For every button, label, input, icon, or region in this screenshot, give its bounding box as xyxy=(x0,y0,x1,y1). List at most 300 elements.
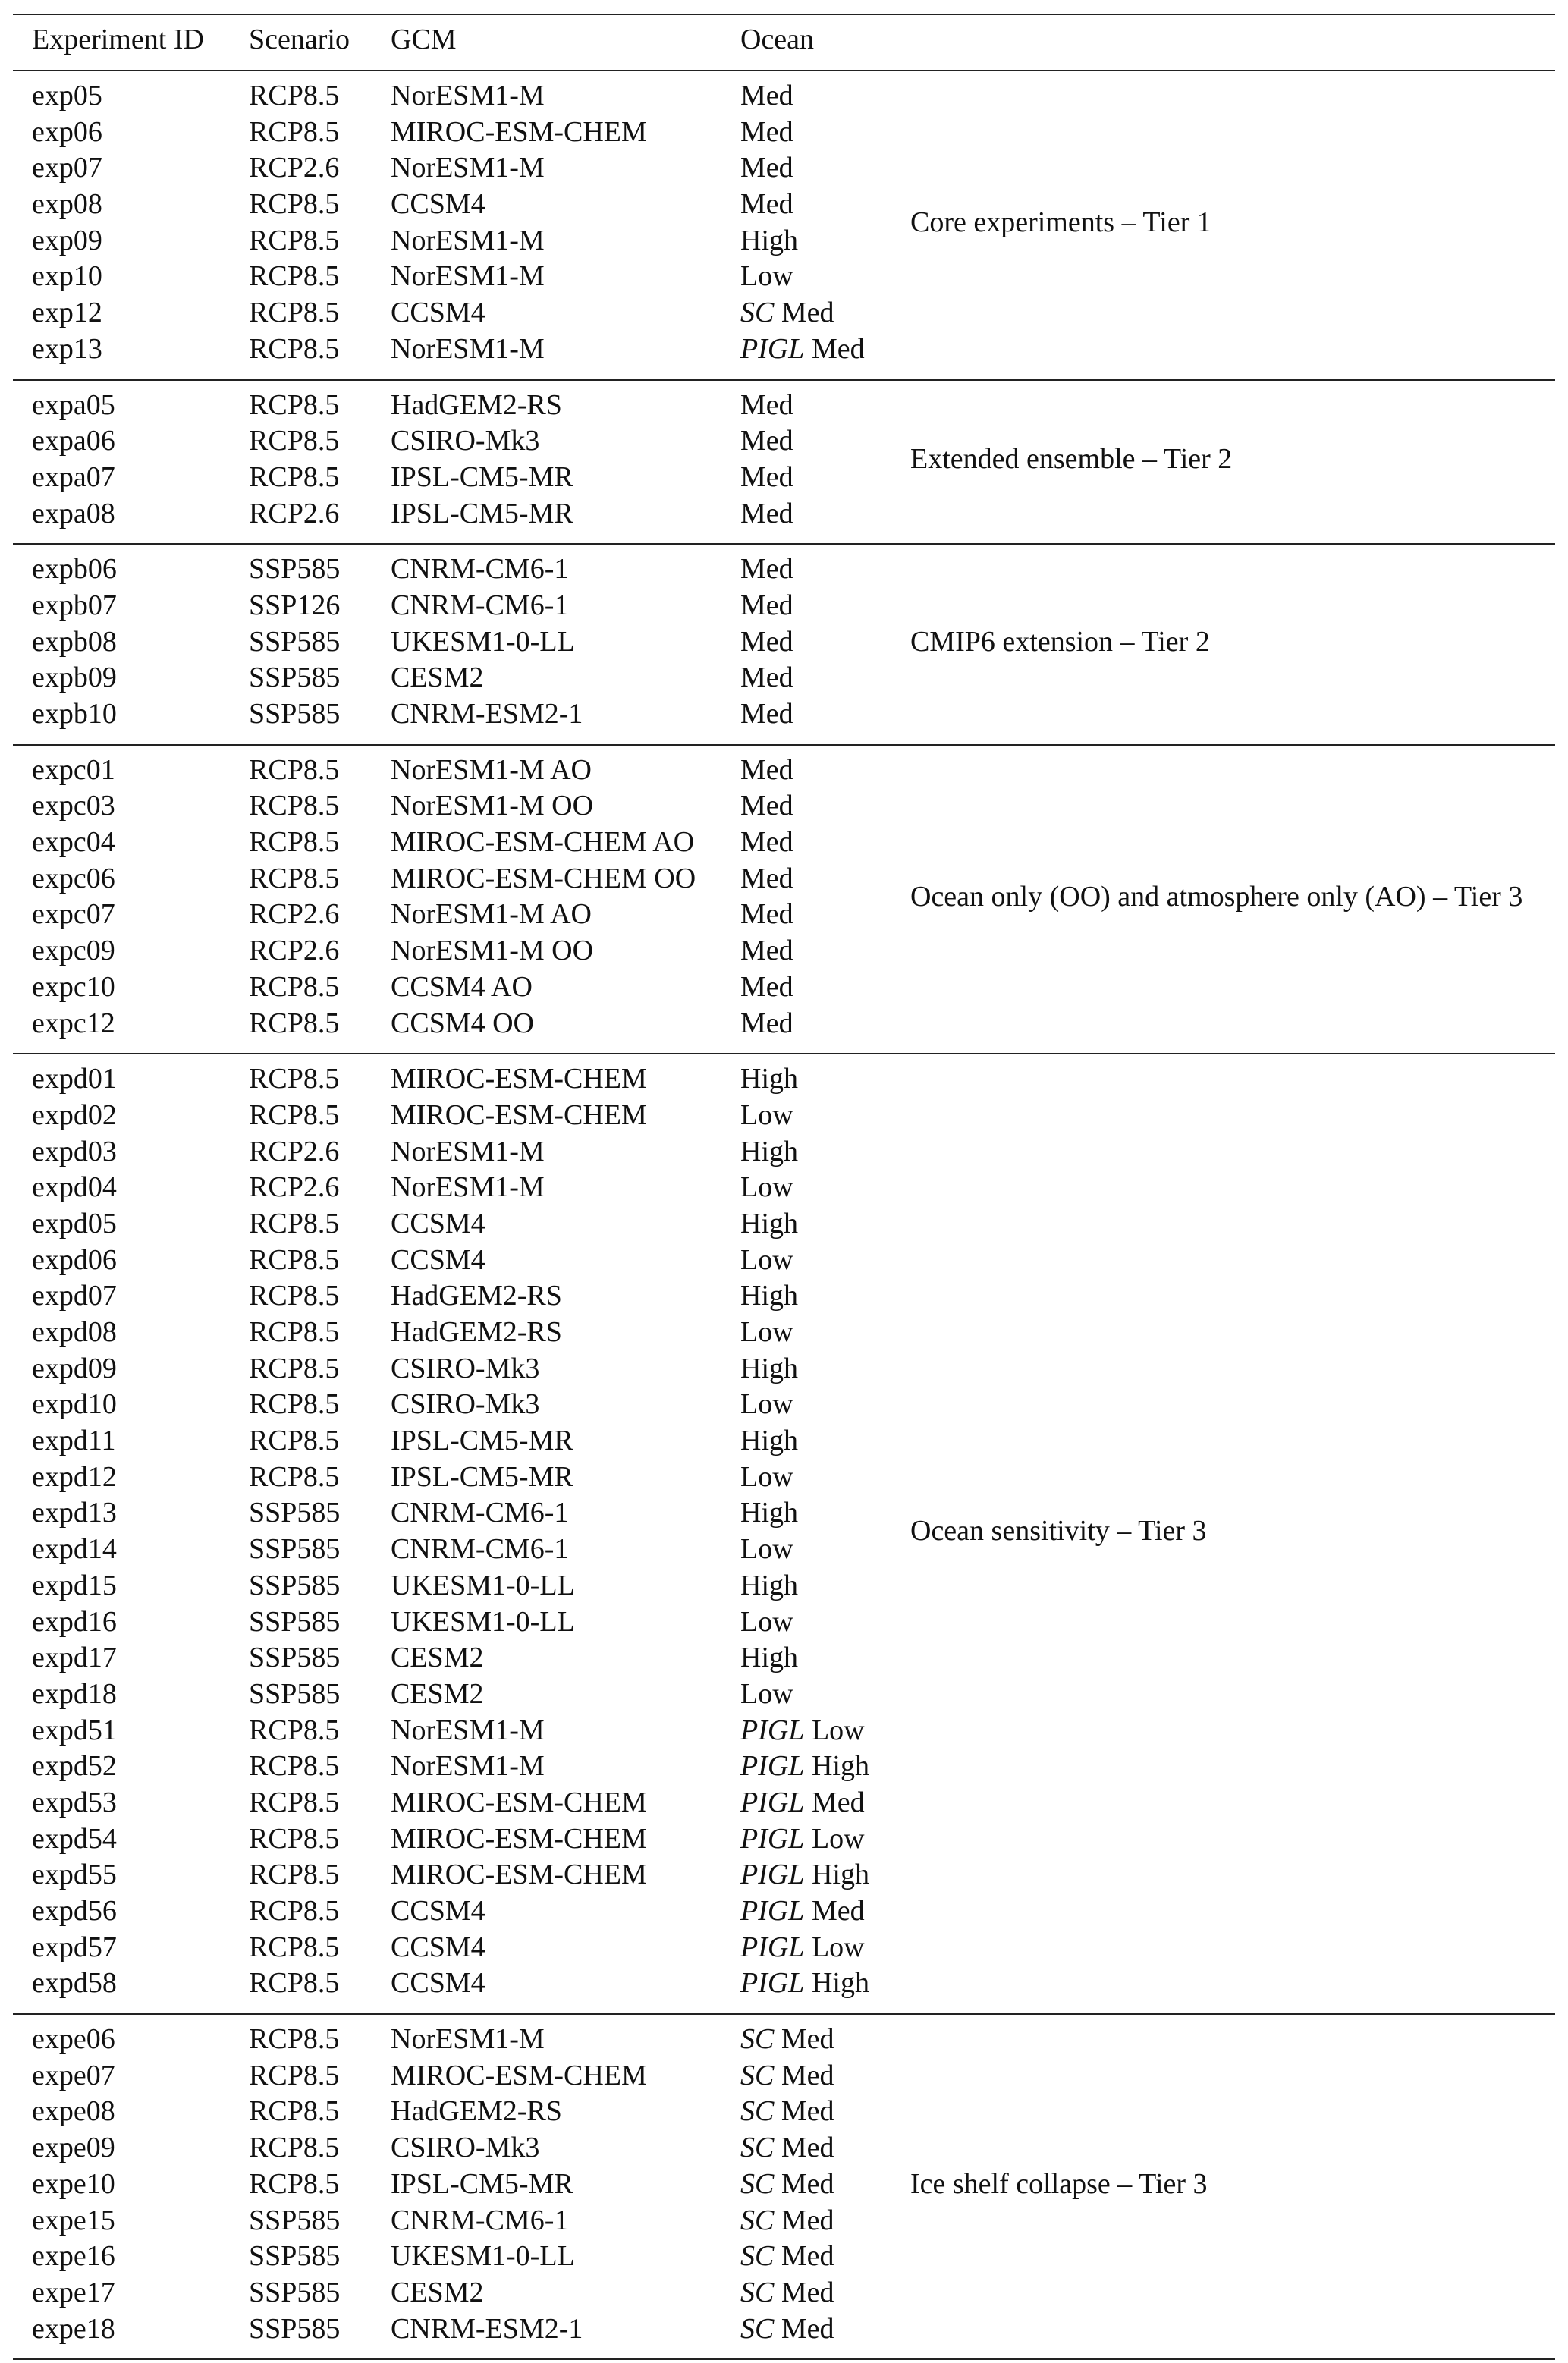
cell-ocean xyxy=(740,624,793,661)
cell-experiment-id: expa06 xyxy=(32,425,115,457)
cell-experiment-id: expd52 xyxy=(32,1750,117,1783)
section-note-text: Ice shelf collapse – Tier 3 xyxy=(910,2167,1208,2200)
ocean-value: Med xyxy=(740,862,793,894)
table-row xyxy=(13,223,1555,259)
cell-ocean xyxy=(740,969,793,1006)
ocean-value: Med xyxy=(811,1895,865,1927)
table-row xyxy=(13,1206,1555,1243)
cell-ocean xyxy=(740,1134,798,1171)
ocean-value: High xyxy=(740,1569,798,1601)
table-row xyxy=(13,588,1555,624)
cell-gcm: IPSL-CM5-MR xyxy=(391,497,573,529)
ocean-value: Med xyxy=(811,332,865,365)
cell-experiment-id: expe16 xyxy=(32,2240,115,2273)
ocean-value: High xyxy=(740,1425,798,1457)
ocean-forcing-prefix: PIGL xyxy=(740,1750,805,1783)
cell-scenario: RCP8.5 xyxy=(249,1388,340,1421)
ocean-value: Med xyxy=(781,2204,834,2236)
ocean-value: Med xyxy=(740,152,793,184)
ocean-value: High xyxy=(740,1063,798,1095)
cell-scenario: RCP2.6 xyxy=(249,497,340,529)
cell-experiment-id: expd18 xyxy=(32,1677,117,1710)
cell-experiment-id: exp10 xyxy=(32,260,102,293)
cell-gcm: HadGEM2-RS xyxy=(391,1316,562,1348)
cell-scenario: RCP8.5 xyxy=(249,753,340,786)
cell-scenario: SSP585 xyxy=(249,2240,341,2273)
ocean-value: Med xyxy=(740,388,793,421)
table-row xyxy=(13,1532,1555,1568)
table-row xyxy=(13,1785,1555,1821)
table-row xyxy=(13,1315,1555,1351)
table-row xyxy=(13,1495,1555,1532)
cell-scenario: SSP585 xyxy=(249,2312,341,2345)
header-experiment-id: Experiment ID xyxy=(32,24,204,55)
cell-gcm: NorESM1-M xyxy=(391,80,545,112)
ocean-value: Low xyxy=(811,1714,865,1746)
cell-scenario: RCP8.5 xyxy=(249,1786,340,1818)
cell-ocean xyxy=(740,2094,834,2130)
cell-gcm: MIROC-ESM-CHEM AO xyxy=(391,826,695,859)
ocean-forcing-prefix: SC xyxy=(740,2059,775,2091)
cell-ocean xyxy=(740,2022,834,2058)
cell-scenario: SSP585 xyxy=(249,1497,341,1529)
ocean-value: Low xyxy=(740,1605,793,1638)
ocean-value: Med xyxy=(740,80,793,112)
cell-gcm: MIROC-ESM-CHEM xyxy=(391,2059,647,2091)
cell-gcm: CCSM4 xyxy=(391,1207,485,1240)
ocean-value: Med xyxy=(740,553,793,586)
ocean-value: Low xyxy=(740,1171,793,1204)
table-row xyxy=(13,1387,1555,1423)
ocean-value: High xyxy=(740,1642,798,1674)
cell-experiment-id: expd13 xyxy=(32,1497,117,1529)
cell-ocean xyxy=(740,1857,869,1893)
cell-gcm: CSIRO-Mk3 xyxy=(391,1352,540,1384)
cell-gcm: NorESM1-M xyxy=(391,1171,545,1204)
cell-experiment-id: expd11 xyxy=(32,1425,116,1457)
cell-scenario: SSP585 xyxy=(249,1569,341,1601)
cell-gcm: HadGEM2-RS xyxy=(391,2095,562,2128)
cell-experiment-id: expe15 xyxy=(32,2204,115,2236)
cell-ocean xyxy=(740,332,865,368)
cell-ocean xyxy=(740,496,793,533)
ocean-value: Med xyxy=(740,497,793,529)
section-note-text: Extended ensemble – Tier 2 xyxy=(910,443,1233,476)
cell-experiment-id: expc04 xyxy=(32,826,115,859)
cell-ocean xyxy=(740,588,793,624)
cell-gcm: CCSM4 xyxy=(391,188,485,221)
cell-ocean xyxy=(740,1495,798,1532)
cell-scenario: RCP8.5 xyxy=(249,2132,340,2164)
cell-ocean xyxy=(740,2239,834,2275)
ocean-value: Med xyxy=(781,2312,834,2345)
cell-gcm: CCSM4 xyxy=(391,1243,485,1276)
cell-experiment-id: expd17 xyxy=(32,1642,117,1674)
section-cmip6-extension xyxy=(13,545,1555,743)
cell-gcm: NorESM1-M xyxy=(391,1135,545,1167)
cell-scenario: SSP585 xyxy=(249,661,341,694)
ocean-value: Med xyxy=(740,460,793,493)
table-row xyxy=(13,1893,1555,1930)
cell-ocean xyxy=(740,1315,793,1351)
cell-scenario: SSP585 xyxy=(249,1533,341,1566)
section-note xyxy=(910,551,1210,732)
table-row xyxy=(13,1821,1555,1858)
cell-ocean xyxy=(740,897,793,933)
cell-gcm: NorESM1-M xyxy=(391,1714,545,1746)
ocean-value: Med xyxy=(740,188,793,221)
cell-ocean xyxy=(740,1785,865,1821)
cell-gcm: CNRM-CM6-1 xyxy=(391,553,569,586)
ocean-value: Med xyxy=(740,625,793,658)
ocean-forcing-prefix: SC xyxy=(740,297,775,329)
table-row xyxy=(13,1966,1555,2002)
cell-gcm: MIROC-ESM-CHEM xyxy=(391,1786,647,1818)
cell-experiment-id: expe18 xyxy=(32,2312,115,2345)
cell-gcm: CESM2 xyxy=(391,1642,484,1674)
header-gcm: GCM xyxy=(391,24,457,55)
ocean-forcing-prefix: PIGL xyxy=(740,1967,805,2000)
ocean-value: Med xyxy=(740,790,793,822)
cell-scenario: RCP8.5 xyxy=(249,425,340,457)
cell-experiment-id: exp05 xyxy=(32,80,102,112)
ocean-value: Med xyxy=(781,2059,834,2091)
cell-gcm: HadGEM2-RS xyxy=(391,388,562,421)
cell-scenario: RCP8.5 xyxy=(249,790,340,822)
cell-gcm: NorESM1-M AO xyxy=(391,898,592,931)
cell-experiment-id: expd51 xyxy=(32,1714,117,1746)
cell-ocean xyxy=(740,1423,798,1460)
cell-ocean xyxy=(740,1966,869,2002)
table-row xyxy=(13,2203,1555,2239)
cell-ocean xyxy=(740,551,793,588)
table-row xyxy=(13,259,1555,295)
ocean-value: Med xyxy=(740,935,793,967)
cell-experiment-id: expb10 xyxy=(32,698,117,730)
cell-experiment-id: expc09 xyxy=(32,935,115,967)
table-row xyxy=(13,187,1555,223)
cell-gcm: CNRM-CM6-1 xyxy=(391,1533,569,1566)
cell-experiment-id: expb08 xyxy=(32,625,117,658)
section-note-text: Ocean sensitivity – Tier 3 xyxy=(910,1515,1207,1548)
ocean-forcing-prefix: PIGL xyxy=(740,1895,805,1927)
cell-scenario: RCP8.5 xyxy=(249,80,340,112)
cell-ocean xyxy=(740,788,793,825)
cell-scenario: RCP2.6 xyxy=(249,1135,340,1167)
cell-experiment-id: expd12 xyxy=(32,1460,117,1493)
cell-scenario: SSP585 xyxy=(249,1642,341,1674)
cell-gcm: NorESM1-M xyxy=(391,224,545,256)
cell-experiment-id: expd09 xyxy=(32,1352,117,1384)
cell-ocean xyxy=(740,1821,865,1858)
table-row xyxy=(13,2167,1555,2203)
ocean-value: High xyxy=(740,1280,798,1312)
cell-gcm: NorESM1-M xyxy=(391,2023,545,2056)
cell-ocean xyxy=(740,2311,834,2348)
cell-scenario: SSP585 xyxy=(249,1605,341,1638)
ocean-value: Med xyxy=(781,2023,834,2056)
cell-gcm: NorESM1-M xyxy=(391,152,545,184)
cell-ocean xyxy=(740,660,793,696)
cell-ocean xyxy=(740,2275,834,2311)
ocean-forcing-prefix: SC xyxy=(740,2167,775,2200)
cell-experiment-id: exp06 xyxy=(32,115,102,148)
cell-gcm: CCSM4 xyxy=(391,1931,485,1963)
cell-experiment-id: expe07 xyxy=(32,2059,115,2091)
cell-scenario: RCP8.5 xyxy=(249,1098,340,1131)
cell-scenario: RCP8.5 xyxy=(249,2023,340,2056)
cell-scenario: SSP126 xyxy=(249,589,341,621)
cell-ocean xyxy=(740,223,798,259)
table-row xyxy=(13,1460,1555,1496)
cell-ocean xyxy=(740,259,793,295)
ocean-value: Low xyxy=(740,1243,793,1276)
cell-scenario: RCP8.5 xyxy=(249,224,340,256)
cell-experiment-id: expc03 xyxy=(32,790,115,822)
cell-gcm: CESM2 xyxy=(391,1677,484,1710)
table-row xyxy=(13,150,1555,187)
cell-scenario: RCP8.5 xyxy=(249,1207,340,1240)
cell-experiment-id: expd14 xyxy=(32,1533,117,1566)
cell-ocean xyxy=(740,1532,793,1568)
cell-gcm: MIROC-ESM-CHEM xyxy=(391,1098,647,1131)
cell-ocean xyxy=(740,150,793,187)
cell-ocean xyxy=(740,115,793,151)
table-row xyxy=(13,295,1555,332)
table-row xyxy=(13,624,1555,661)
cell-ocean xyxy=(740,460,793,496)
cell-scenario: RCP8.5 xyxy=(249,2167,340,2200)
ocean-value: Med xyxy=(811,1786,865,1818)
table-row xyxy=(13,423,1555,460)
cell-scenario: RCP8.5 xyxy=(249,1316,340,1348)
cell-scenario: RCP8.5 xyxy=(249,2095,340,2128)
ocean-value: High xyxy=(811,1750,869,1783)
ocean-value: Med xyxy=(740,425,793,457)
cell-scenario: RCP8.5 xyxy=(249,1007,340,1039)
header-row xyxy=(13,22,1555,58)
table-row xyxy=(13,332,1555,368)
section-note xyxy=(910,2022,1208,2347)
cell-scenario: RCP8.5 xyxy=(249,1931,340,1963)
cell-experiment-id: exp07 xyxy=(32,152,102,184)
cell-scenario: RCP8.5 xyxy=(249,1460,340,1493)
cell-gcm: CESM2 xyxy=(391,661,484,694)
ocean-value: Med xyxy=(740,698,793,730)
cell-experiment-id: expd08 xyxy=(32,1316,117,1348)
ocean-value: Low xyxy=(740,1460,793,1493)
table-row xyxy=(13,2239,1555,2275)
cell-scenario: RCP8.5 xyxy=(249,1280,340,1312)
ocean-forcing-prefix: PIGL xyxy=(740,1714,805,1746)
cell-gcm: CNRM-ESM2-1 xyxy=(391,698,583,730)
cell-scenario: SSP585 xyxy=(249,553,341,586)
ocean-value: Med xyxy=(740,661,793,694)
ocean-forcing-prefix: SC xyxy=(740,2023,775,2056)
section-ice-shelf-collapse xyxy=(13,2015,1555,2358)
cell-scenario: SSP585 xyxy=(249,698,341,730)
ocean-forcing-prefix: SC xyxy=(740,2095,775,2128)
cell-experiment-id: expd05 xyxy=(32,1207,117,1240)
ocean-value: Med xyxy=(781,2167,834,2200)
section-ocean-sensitivity xyxy=(13,1054,1555,2013)
cell-gcm: HadGEM2-RS xyxy=(391,1280,562,1312)
cell-scenario: RCP8.5 xyxy=(249,862,340,894)
cell-experiment-id: exp09 xyxy=(32,224,102,256)
table-row xyxy=(13,1351,1555,1387)
cell-ocean xyxy=(740,1640,798,1676)
table-row xyxy=(13,1243,1555,1279)
cell-ocean xyxy=(740,2203,834,2239)
cell-experiment-id: expc01 xyxy=(32,753,115,786)
cell-scenario: RCP2.6 xyxy=(249,1171,340,1204)
cell-experiment-id: expc12 xyxy=(32,1007,115,1039)
ocean-value: Med xyxy=(740,826,793,859)
section-note xyxy=(910,753,1522,1042)
ocean-forcing-prefix: SC xyxy=(740,2312,775,2345)
cell-gcm: UKESM1-0-LL xyxy=(391,1569,575,1601)
ocean-value: Low xyxy=(740,1098,793,1131)
ocean-value: Med xyxy=(781,2095,834,2128)
cell-scenario: RCP8.5 xyxy=(249,1859,340,1891)
ocean-value: Med xyxy=(740,1007,793,1039)
table-row xyxy=(13,1423,1555,1460)
ocean-value: Med xyxy=(740,753,793,786)
cell-scenario: RCP8.5 xyxy=(249,1243,340,1276)
section-note-text: Ocean only (OO) and atmosphere only (AO) – Tier 3 xyxy=(910,880,1523,913)
table-row xyxy=(13,496,1555,533)
cell-experiment-id: expa05 xyxy=(32,388,115,421)
ocean-forcing-prefix: SC xyxy=(740,2204,775,2236)
cell-ocean xyxy=(740,825,793,861)
cell-gcm: NorESM1-M OO xyxy=(391,790,594,822)
ocean-value: Med xyxy=(740,970,793,1003)
section-note-text: Core experiments – Tier 1 xyxy=(910,206,1211,238)
cell-ocean xyxy=(740,1206,798,1243)
cell-gcm: CCSM4 xyxy=(391,297,485,329)
cell-experiment-id: expd01 xyxy=(32,1063,117,1095)
table-row xyxy=(13,1857,1555,1893)
cell-experiment-id: exp13 xyxy=(32,332,102,365)
cell-gcm: NorESM1-M OO xyxy=(391,935,594,967)
cell-gcm: CCSM4 xyxy=(391,1967,485,2000)
cell-gcm: CCSM4 OO xyxy=(391,1007,534,1039)
ocean-value: Med xyxy=(781,2276,834,2308)
cell-ocean xyxy=(740,1006,793,1042)
cell-experiment-id: expd16 xyxy=(32,1605,117,1638)
table-row xyxy=(13,1568,1555,1604)
table-row xyxy=(13,1098,1555,1134)
cell-ocean xyxy=(740,2130,834,2167)
ocean-forcing-prefix: PIGL xyxy=(740,1786,805,1818)
cell-scenario: SSP585 xyxy=(249,625,341,658)
cell-ocean xyxy=(740,1604,793,1641)
table-row xyxy=(13,1749,1555,1785)
cell-experiment-id: expd57 xyxy=(32,1931,117,1963)
cell-experiment-id: expd04 xyxy=(32,1171,117,1204)
cell-gcm: MIROC-ESM-CHEM xyxy=(391,115,647,148)
ocean-value: High xyxy=(740,1135,798,1167)
cell-gcm: UKESM1-0-LL xyxy=(391,625,575,658)
cell-ocean xyxy=(740,1676,793,1713)
cell-scenario: RCP8.5 xyxy=(249,188,340,221)
cell-gcm: NorESM1-M AO xyxy=(391,753,592,786)
cell-gcm: CNRM-CM6-1 xyxy=(391,1497,569,1529)
ocean-forcing-prefix: PIGL xyxy=(740,1822,805,1855)
ocean-value: Low xyxy=(740,1388,793,1421)
table-row xyxy=(13,1604,1555,1641)
cell-scenario: SSP585 xyxy=(249,2276,341,2308)
table-row xyxy=(13,696,1555,733)
ocean-value: High xyxy=(811,1859,869,1891)
cell-scenario: RCP8.5 xyxy=(249,1750,340,1783)
cell-gcm: CNRM-CM6-1 xyxy=(391,2204,569,2236)
cell-experiment-id: expc10 xyxy=(32,970,115,1003)
cell-experiment-id: expd58 xyxy=(32,1967,117,2000)
table-row xyxy=(13,2130,1555,2167)
cell-scenario: RCP8.5 xyxy=(249,115,340,148)
cell-gcm: CNRM-ESM2-1 xyxy=(391,2312,583,2345)
cell-ocean xyxy=(740,187,793,223)
ocean-value: Med xyxy=(781,2240,834,2273)
ocean-value: Low xyxy=(740,1316,793,1348)
cell-ocean xyxy=(740,295,834,332)
table-row xyxy=(13,388,1555,424)
section-note-text: CMIP6 extension – Tier 2 xyxy=(910,625,1210,658)
cell-experiment-id: expd07 xyxy=(32,1280,117,1312)
cell-scenario: RCP8.5 xyxy=(249,1714,340,1746)
cell-gcm: IPSL-CM5-MR xyxy=(391,1425,573,1457)
cell-ocean xyxy=(740,753,793,789)
table-row xyxy=(13,1170,1555,1206)
cell-gcm: MIROC-ESM-CHEM OO xyxy=(391,862,696,894)
cell-gcm: UKESM1-0-LL xyxy=(391,1605,575,1638)
cell-experiment-id: expe17 xyxy=(32,2276,115,2308)
cell-gcm: CCSM4 xyxy=(391,1895,485,1927)
ocean-value: High xyxy=(740,1207,798,1240)
cell-scenario: SSP585 xyxy=(249,1677,341,1710)
ocean-value: Med xyxy=(740,589,793,621)
ocean-forcing-prefix: PIGL xyxy=(740,1931,805,1963)
ocean-forcing-prefix: SC xyxy=(740,2240,775,2273)
cell-ocean xyxy=(740,1170,793,1206)
table-row xyxy=(13,1713,1555,1749)
ocean-value: High xyxy=(740,1497,798,1529)
cell-scenario: RCP8.5 xyxy=(249,826,340,859)
cell-scenario: RCP8.5 xyxy=(249,460,340,493)
cell-scenario: RCP8.5 xyxy=(249,332,340,365)
cell-experiment-id: expb09 xyxy=(32,661,117,694)
section-note xyxy=(910,78,1211,368)
ocean-value: Med xyxy=(781,297,834,329)
cell-experiment-id: expd10 xyxy=(32,1388,117,1421)
ocean-value: High xyxy=(740,1352,798,1384)
cell-scenario: RCP8.5 xyxy=(249,1822,340,1855)
table-row xyxy=(13,2311,1555,2348)
table-row xyxy=(13,78,1555,115)
ocean-forcing-prefix: PIGL xyxy=(740,1859,805,1891)
section-note xyxy=(910,1061,1207,2002)
cell-experiment-id: expc07 xyxy=(32,898,115,931)
cell-scenario: RCP8.5 xyxy=(249,1895,340,1927)
cell-ocean xyxy=(740,423,793,460)
cell-scenario: RCP8.5 xyxy=(249,1352,340,1384)
cell-experiment-id: expc06 xyxy=(32,862,115,894)
cell-scenario: RCP8.5 xyxy=(249,2059,340,2091)
table-row xyxy=(13,2275,1555,2311)
experiments-table xyxy=(13,14,1555,2360)
cell-experiment-id: expd02 xyxy=(32,1098,117,1131)
